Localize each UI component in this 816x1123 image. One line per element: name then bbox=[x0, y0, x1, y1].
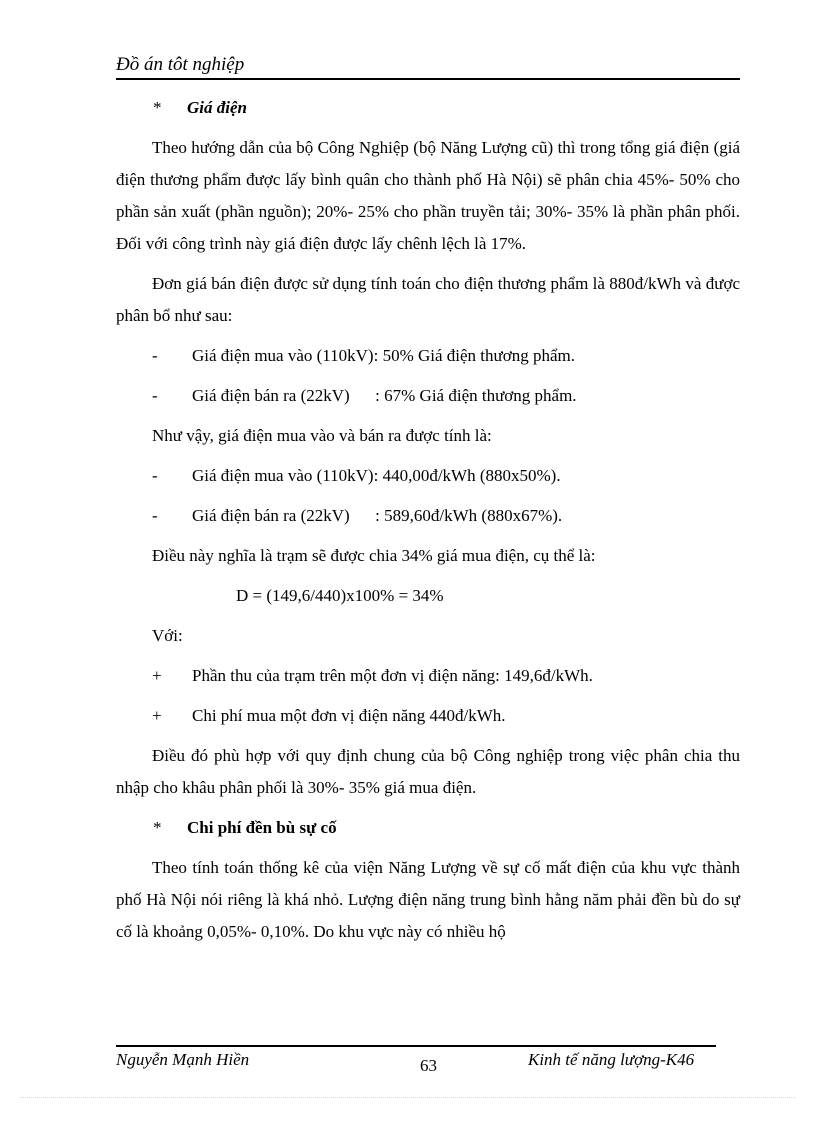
paragraph: Đơn giá bán điện được sử dụng tính toán cho điện thương phẩm là 880đ/kWh và được phân bổ như sau: bbox=[116, 274, 740, 325]
section-heading-gia-dien bbox=[116, 92, 740, 124]
list-item-text: Giá điện mua vào (110kV): 440,00đ/kWh (880x50%). bbox=[192, 466, 561, 485]
paragraph: Điều đó phù hợp với quy định chung của bộ Công nghiệp trong việc phân chia thu nhập cho khâu phân phối là 30%- 35% giá mua điện. bbox=[116, 746, 740, 797]
section-heading-chi-phi-den-bu bbox=[116, 812, 740, 844]
list-item bbox=[116, 660, 740, 692]
header-title: Đồ án tôt nghiệp bbox=[116, 54, 245, 75]
list-item-text: Chi phí mua một đơn vị điện năng 440đ/kWh. bbox=[192, 706, 506, 725]
document-body bbox=[116, 92, 740, 956]
heading-bullet: * bbox=[153, 98, 162, 117]
page-header bbox=[116, 54, 740, 80]
formula: D = (149,6/440)x100% = 34% bbox=[236, 586, 444, 605]
footer-course: Kinh tế năng lượng-K46 bbox=[528, 1050, 695, 1069]
heading-bullet: * bbox=[153, 818, 162, 837]
list-item bbox=[116, 700, 740, 732]
text-line: Điều này nghĩa là trạm sẽ được chia 34% giá mua điện, cụ thể là: bbox=[152, 546, 596, 565]
list-marker: + bbox=[152, 706, 162, 725]
list-item-text: Phần thu của trạm trên một đơn vị điện năng: 149,6đ/kWh. bbox=[192, 666, 593, 685]
list-item bbox=[116, 380, 740, 412]
footer-author: Nguyễn Mạnh Hiền bbox=[116, 1050, 250, 1069]
paragraph: Theo hướng dẫn của bộ Công Nghiệp (bộ Năng Lượng cũ) thì trong tổng giá điện (giá điện thương phẩm được lấy bình quân cho thành phố Hà Nội) sẽ phân chia 45%- 50% cho phần sản xuất (phần nguồn); 20%- 25% cho phần truyền tải; 30%- 35% là phần phân phối. Đối với công trình này giá điện được lấy chênh lệch là 17%. bbox=[116, 138, 740, 253]
heading-text: Chi phí đền bù sự cố bbox=[187, 818, 337, 837]
page-number: 63 bbox=[420, 1056, 437, 1075]
list-marker: - bbox=[152, 346, 158, 365]
list-item bbox=[116, 460, 740, 492]
footer-divider bbox=[116, 1045, 716, 1047]
page-edge-divider bbox=[20, 1097, 796, 1098]
list-item-text: Giá điện bán ra (22kV) : 67% Giá điện thương phẩm. bbox=[192, 386, 577, 405]
paragraph: Theo tính toán thống kê của viện Năng Lượng về sự cố mất điện của khu vực thành phố Hà Nội nói riêng là khá nhỏ. Lượng điện năng trung bình hằng năm phải đền bù do sự cố là khoảng 0,05%- 0,10%. Do khu vực này có nhiều hộ bbox=[116, 858, 740, 941]
list-item bbox=[116, 500, 740, 532]
text-line: Như vậy, giá điện mua vào và bán ra được tính là: bbox=[152, 426, 492, 445]
list-item-text: Giá điện mua vào (110kV): 50% Giá điện thương phẩm. bbox=[192, 346, 575, 365]
text-line: Với: bbox=[152, 626, 183, 645]
list-marker: + bbox=[152, 666, 162, 685]
list-marker: - bbox=[152, 506, 158, 525]
list-item bbox=[116, 340, 740, 372]
list-marker: - bbox=[152, 386, 158, 405]
list-marker: - bbox=[152, 466, 158, 485]
list-item-text: Giá điện bán ra (22kV) : 589,60đ/kWh (880x67%). bbox=[192, 506, 563, 525]
heading-text: Giá điện bbox=[187, 98, 247, 117]
